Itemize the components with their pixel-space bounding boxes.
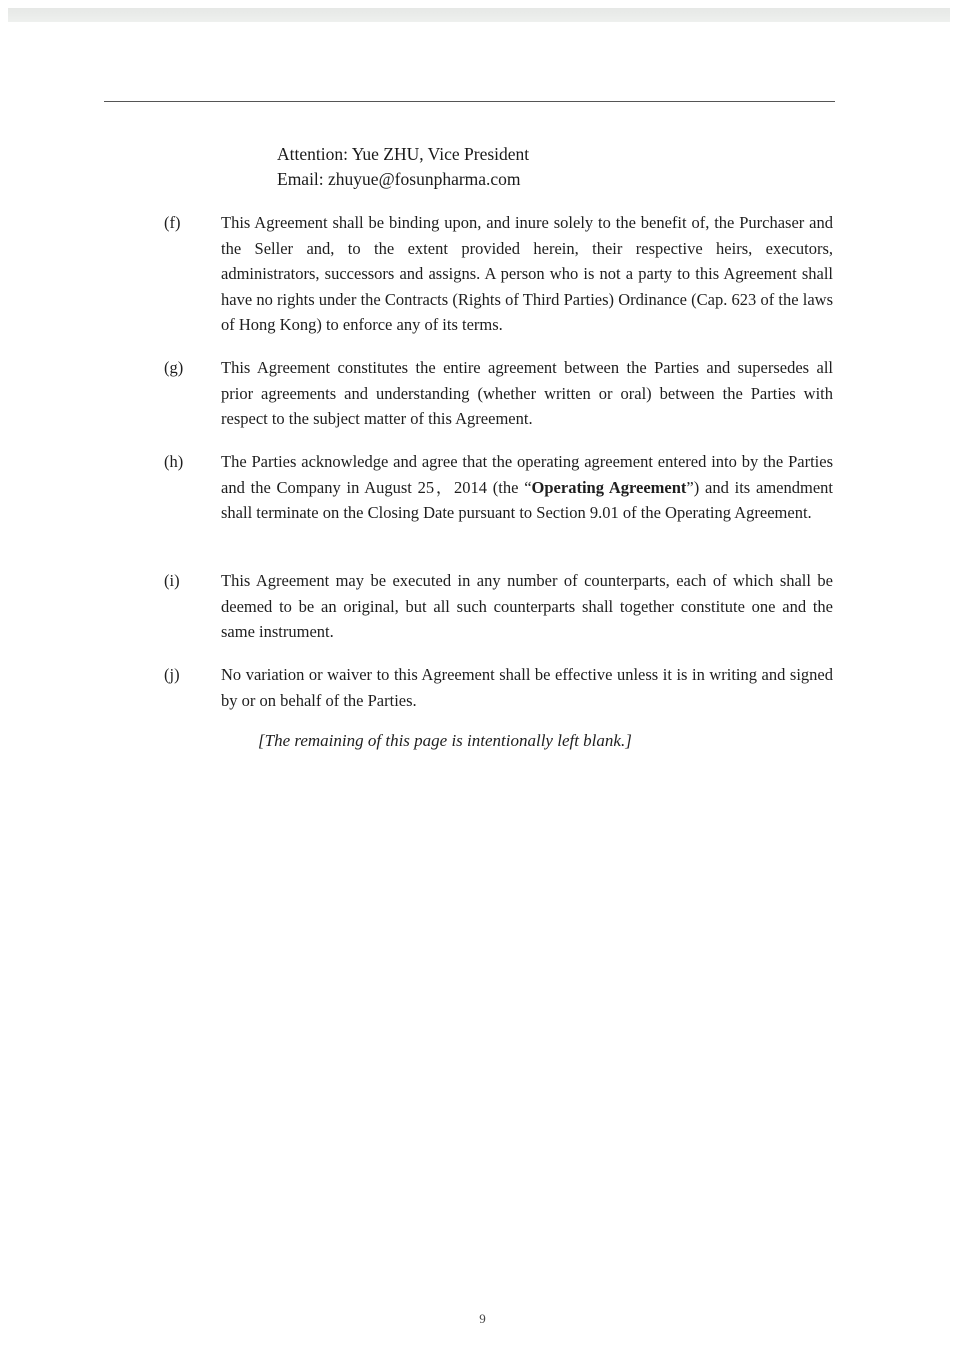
clause-label: (h) [164,452,184,471]
clause-text: This Agreement shall be binding upon, and inure solely to the benefit of, the Purchaser and the Seller and, to the extent provided herein, their respective heirs, executors, administrators, successors and assigns. A person who is not a party to this Agreement shall have no rights under the Contracts (Rights of Third Parties) Ordinance (Cap. 623 of the laws of Hong Kong) to enforce any of its terms. [221,213,833,334]
clause-label: (j) [164,665,180,684]
scan-edge-strip [8,8,950,22]
clause-label: (g) [164,358,184,377]
page-number: 9 [479,1311,486,1326]
defined-term-operating-agreement: Operating Agreement [531,477,687,497]
clause-label: (i) [164,571,180,590]
email-line: Email: zhuyue@fosunpharma.com [277,169,521,189]
clause-label: (f) [164,213,181,232]
clause-text: No variation or waiver to this Agreement shall be effective unless it is in writing and signed by or on behalf of the Parties. [221,665,833,710]
intentionally-blank-note: [The remaining of this page is intentionally left blank.] [258,731,632,750]
clause-text-after: ”) and its amendment shall terminate on the Closing Date pursuant to Section 9.01 of the Operating Agreement. [221,477,833,522]
contact-block [277,142,529,192]
attention-line: Attention: Yue ZHU, Vice President [277,144,530,164]
clause-text [221,449,833,526]
clause-text-before: The Parties acknowledge and agree that the operating agreement entered into by the Parties and the Company in August 25，2014 (the “ [221,452,833,497]
clause-text: This Agreement constitutes the entire agreement between the Parties and supersedes all prior agreements and understanding (whether written or oral) between the Parties with respect to the subject matter of this Agreement. [221,358,833,428]
clause-text: This Agreement may be executed in any number of counterparts, each of which shall be deemed to be an original, but all such counterparts shall together constitute one and the same instrument. [221,571,833,641]
header-rule [104,101,835,102]
